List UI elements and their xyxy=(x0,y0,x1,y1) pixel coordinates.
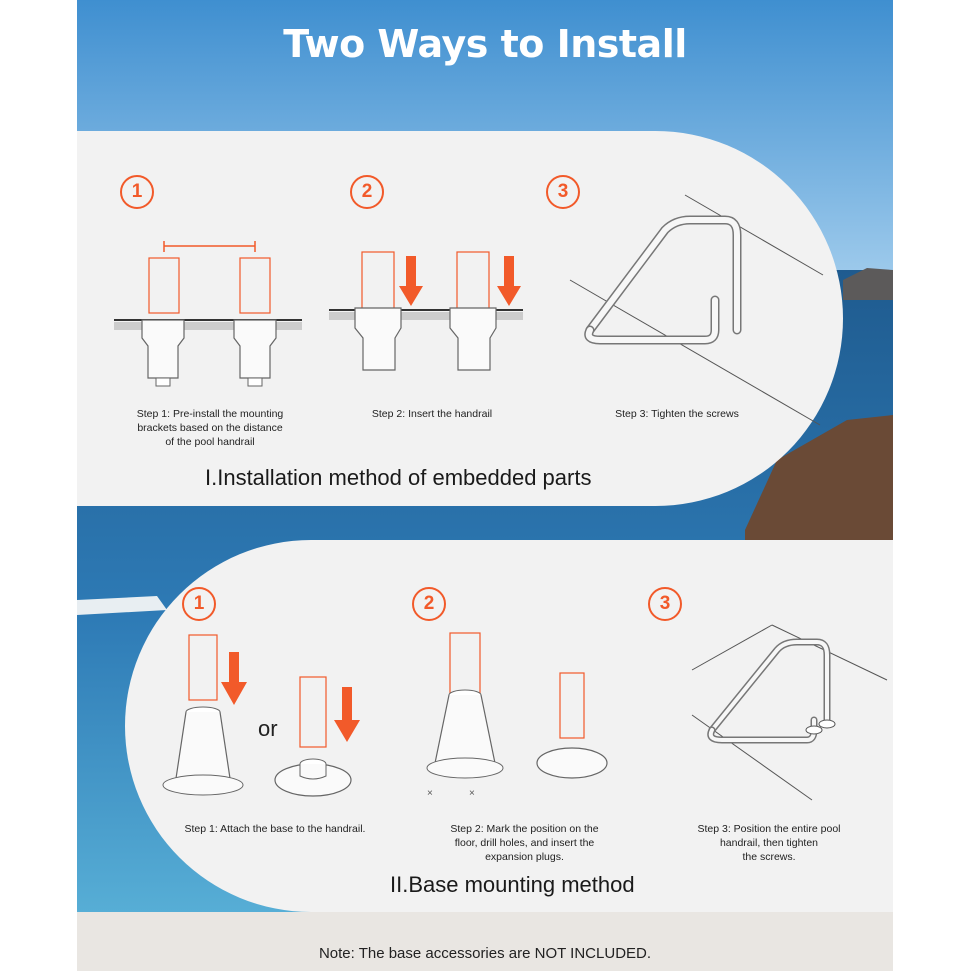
mark-floor-illustration xyxy=(422,628,622,813)
accessories-note: Note: The base accessories are NOT INCLUDED. xyxy=(318,945,652,962)
step-1-caption: Step 1: Attach the base to the handrail. xyxy=(184,823,366,835)
step-3-caption: Step 3: Tighten the screws xyxy=(615,408,739,420)
step-1-caption: Step 1: Pre-install the mounting brackets based on the distance of the pool handrail xyxy=(136,408,284,448)
step-2-caption: Step 2: Mark the position on the floor, drill holes, and insert the expansion plugs. xyxy=(450,823,599,863)
insert-handrail-illustration xyxy=(327,248,527,388)
or-label: or xyxy=(258,716,278,741)
handrail-tighten-illustration xyxy=(565,190,825,415)
step-1-number: 1 xyxy=(120,175,154,209)
step-3-number: 3 xyxy=(648,587,682,621)
embedded-bracket-illustration xyxy=(112,238,312,393)
step-2-number: 2 xyxy=(350,175,384,209)
step-3-number: 3 xyxy=(546,175,580,209)
svg-text:× ×: × × xyxy=(427,788,475,799)
product-infographic xyxy=(77,0,893,971)
flange-base-illustration xyxy=(272,672,372,812)
page-title: Two Ways to Install xyxy=(283,22,687,66)
position-handrail-illustration xyxy=(692,620,892,810)
step-3-caption: Step 3: Position the entire pool handrail, then tighten the screws. xyxy=(697,823,841,863)
step-1-number: 1 xyxy=(182,587,216,621)
step-2-caption: Step 2: Insert the handrail xyxy=(371,408,493,420)
embedded-method-title: I.Installation method of embedded parts xyxy=(205,465,592,490)
step-2-number: 2 xyxy=(412,587,446,621)
base-mounting-title: II.Base mounting method xyxy=(390,872,635,897)
